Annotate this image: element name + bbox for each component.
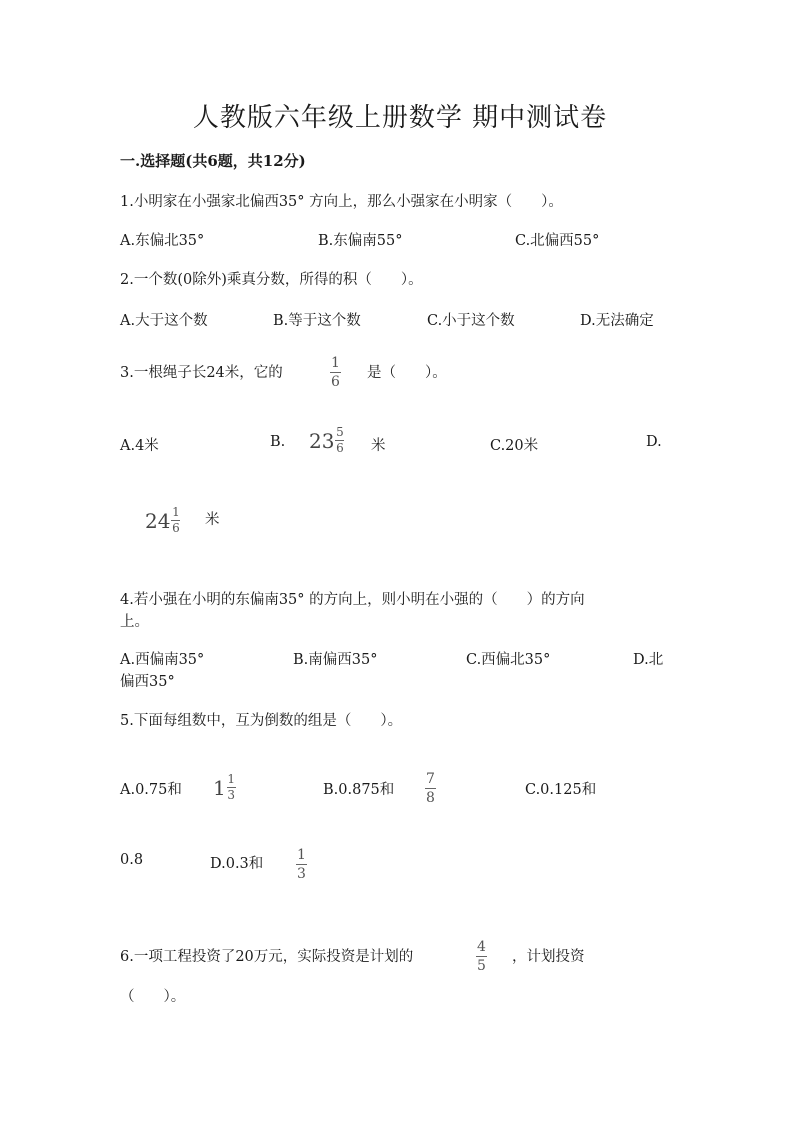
fraction-denominator: 8 xyxy=(426,790,435,806)
mixed-fraction xyxy=(227,773,236,802)
question-3-stem-end: 是（ ）。 xyxy=(367,365,447,381)
question-3-option-c: C.20米 xyxy=(490,438,539,454)
question-5-option-d-fraction xyxy=(296,847,307,882)
question-1-option-c: C.北偏西55° xyxy=(515,233,600,249)
question-5-option-c-label: C.0.125和 xyxy=(525,782,597,798)
question-3-option-d-label: D. xyxy=(646,434,662,450)
mixed-whole: 1 xyxy=(213,775,226,800)
fraction-numerator: 5 xyxy=(336,425,344,439)
question-2-option-d: D.无法确定 xyxy=(580,313,654,329)
question-1-stem: 1.小明家在小强家北偏西35° 方向上，那么小强家在小明家（ ）。 xyxy=(120,194,563,210)
question-3-stem-start: 3.一根绳子长24米，它的 xyxy=(120,365,283,381)
mixed-fraction xyxy=(171,506,180,535)
question-4-stem-line2: 上。 xyxy=(120,614,149,630)
question-6-stem-line2: （ ）。 xyxy=(120,989,186,1005)
fraction-denominator: 5 xyxy=(477,958,486,974)
page-title: 人教版六年级上册数学 期中测试卷 xyxy=(192,103,608,133)
question-6-stem-start: 6.一项工程投资了20万元，实际投资是计划的 xyxy=(120,949,414,965)
question-5-stem: 5.下面每组数中，互为倒数的组是（ ）。 xyxy=(120,713,403,729)
question-6-stem-end: ，计划投资 xyxy=(512,949,585,965)
question-3-option-d-mixed-number xyxy=(145,506,180,535)
question-3-option-b-unit: 米 xyxy=(371,438,386,454)
question-3-option-b-label: B. xyxy=(270,434,286,450)
mixed-fraction xyxy=(335,426,344,455)
section-heading: 一.选择题(共6题，共12分) xyxy=(120,152,306,170)
question-2-stem: 2.一个数(0除外)乘真分数，所得的积（ ）。 xyxy=(120,272,423,288)
fraction-numerator: 1 xyxy=(227,772,236,786)
question-1-option-b: B.东偏南55° xyxy=(318,233,403,249)
fraction-bar xyxy=(425,788,436,789)
question-5-option-a-label: A.0.75和 xyxy=(120,782,182,798)
fraction-numerator: 7 xyxy=(426,771,435,787)
question-2-option-c: C.小于这个数 xyxy=(427,313,515,329)
fraction-denominator: 6 xyxy=(336,441,344,455)
question-4-option-b: B.南偏西35° xyxy=(293,652,378,668)
question-5-option-a-mixed-number xyxy=(213,773,236,802)
fraction-bar xyxy=(296,864,307,865)
question-4-option-d: D.北 xyxy=(633,652,664,668)
question-1-option-a: A.东偏北35° xyxy=(120,233,205,249)
question-3-option-d-unit: 米 xyxy=(205,512,220,528)
question-5-option-c-continued: 0.8 xyxy=(120,852,144,868)
question-5-option-d-label: D.0.3和 xyxy=(210,856,264,872)
mixed-whole: 23 xyxy=(309,428,335,453)
fraction-numerator: 1 xyxy=(172,505,180,519)
question-3-fraction xyxy=(330,355,341,390)
fraction-numerator: 1 xyxy=(297,847,306,863)
question-3-option-b-mixed-number xyxy=(309,426,344,455)
fraction-bar xyxy=(330,372,341,373)
question-4-option-d-continued: 偏西35° xyxy=(120,674,175,690)
question-5-option-b-label: B.0.875和 xyxy=(323,782,395,798)
question-5-option-b-fraction xyxy=(425,771,436,806)
fraction-denominator: 3 xyxy=(227,788,236,802)
question-4-option-c: C.西偏北35° xyxy=(466,652,551,668)
question-4-option-a: A.西偏南35° xyxy=(120,652,205,668)
question-2-option-a: A.大于这个数 xyxy=(120,313,208,329)
question-2-option-b: B.等于这个数 xyxy=(273,313,361,329)
fraction-bar xyxy=(476,956,487,957)
mixed-whole: 24 xyxy=(145,508,171,533)
question-4-stem-line1: 4.若小强在小明的东偏南35° 的方向上，则小明在小强的（ ）的方向 xyxy=(120,592,585,608)
fraction-denominator: 6 xyxy=(172,521,180,535)
fraction-denominator: 6 xyxy=(331,374,340,390)
fraction-denominator: 3 xyxy=(297,866,306,882)
fraction-numerator: 1 xyxy=(331,355,340,371)
question-3-option-a: A.4米 xyxy=(120,438,159,454)
question-6-fraction xyxy=(476,939,487,974)
fraction-numerator: 4 xyxy=(477,939,486,955)
